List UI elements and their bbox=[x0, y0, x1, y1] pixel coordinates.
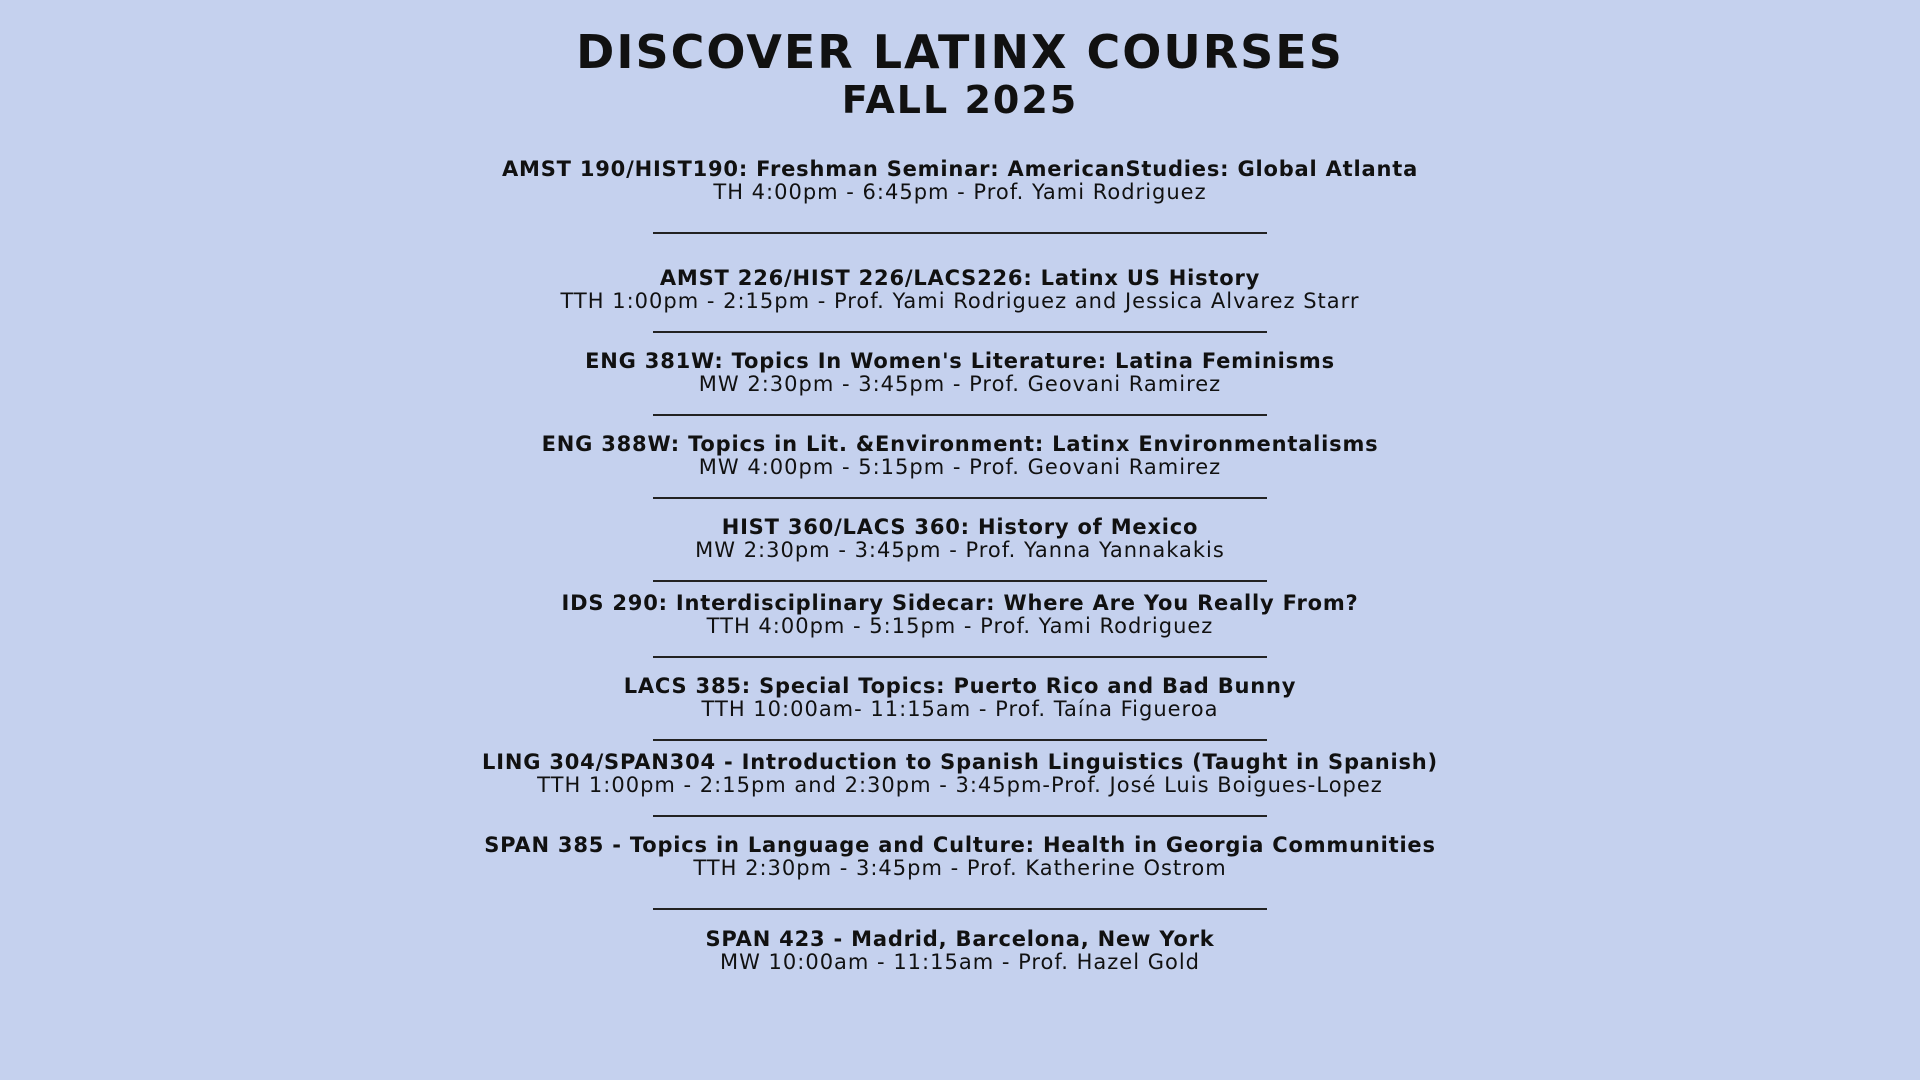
course-schedule: MW 2:30pm - 3:45pm - Prof. Yanna Yannakakis bbox=[695, 538, 1225, 562]
divider bbox=[653, 580, 1267, 582]
divider bbox=[653, 656, 1267, 658]
page-subtitle: FALL 2025 bbox=[841, 78, 1079, 122]
course-title: SPAN 423 - Madrid, Barcelona, New York bbox=[705, 927, 1215, 951]
course-item bbox=[260, 267, 1660, 313]
course-item bbox=[260, 592, 1660, 638]
course-schedule: TTH 1:00pm - 2:15pm - Prof. Yami Rodriguez and Jessica Alvarez Starr bbox=[560, 289, 1360, 313]
course-schedule: MW 10:00am - 11:15am - Prof. Hazel Gold bbox=[719, 950, 1201, 974]
course-item bbox=[260, 675, 1660, 721]
flyer-header bbox=[0, 0, 1920, 122]
course-schedule: TTH 2:30pm - 3:45pm - Prof. Katherine Ostrom bbox=[693, 856, 1227, 880]
course-item bbox=[260, 834, 1660, 880]
course-title: LACS 385: Special Topics: Puerto Rico and Bad Bunny bbox=[623, 674, 1297, 698]
divider bbox=[653, 908, 1267, 910]
divider bbox=[653, 497, 1267, 499]
divider bbox=[653, 414, 1267, 416]
course-schedule: TTH 4:00pm - 5:15pm - Prof. Yami Rodriguez bbox=[706, 614, 1214, 638]
course-item bbox=[260, 751, 1660, 797]
divider bbox=[653, 739, 1267, 741]
course-item bbox=[260, 350, 1660, 396]
course-title: ENG 381W: Topics In Women's Literature: Latina Feminisms bbox=[585, 349, 1335, 373]
page-title: DISCOVER LATINX COURSES bbox=[576, 25, 1344, 79]
course-item bbox=[260, 433, 1660, 479]
course-schedule: TTH 1:00pm - 2:15pm and 2:30pm - 3:45pm-Prof. José Luis Boigues-Lopez bbox=[537, 773, 1383, 797]
divider bbox=[653, 232, 1267, 234]
course-schedule: TTH 10:00am- 11:15am - Prof. Taína Figueroa bbox=[701, 697, 1219, 721]
course-item bbox=[260, 516, 1660, 562]
course-title: SPAN 385 - Topics in Language and Culture: Health in Georgia Communities bbox=[484, 833, 1436, 857]
course-list bbox=[260, 122, 1660, 974]
course-title: AMST 226/HIST 226/LACS226: Latinx US History bbox=[659, 266, 1261, 290]
course-item bbox=[260, 158, 1660, 204]
course-title: HIST 360/LACS 360: History of Mexico bbox=[721, 515, 1199, 539]
course-title: AMST 190/HIST190: Freshman Seminar: AmericanStudies: Global Atlanta bbox=[501, 157, 1419, 181]
divider bbox=[653, 815, 1267, 817]
course-schedule: MW 2:30pm - 3:45pm - Prof. Geovani Ramirez bbox=[698, 372, 1222, 396]
course-title: ENG 388W: Topics in Lit. &Environment: Latinx Environmentalisms bbox=[541, 432, 1379, 456]
course-item bbox=[260, 928, 1660, 974]
course-title: IDS 290: Interdisciplinary Sidecar: Where Are You Really From? bbox=[561, 591, 1359, 615]
course-schedule: MW 4:00pm - 5:15pm - Prof. Geovani Ramirez bbox=[698, 455, 1222, 479]
course-title: LING 304/SPAN304 - Introduction to Spanish Linguistics (Taught in Spanish) bbox=[482, 750, 1438, 774]
divider bbox=[653, 331, 1267, 333]
course-schedule: TH 4:00pm - 6:45pm - Prof. Yami Rodriguez bbox=[713, 180, 1207, 204]
